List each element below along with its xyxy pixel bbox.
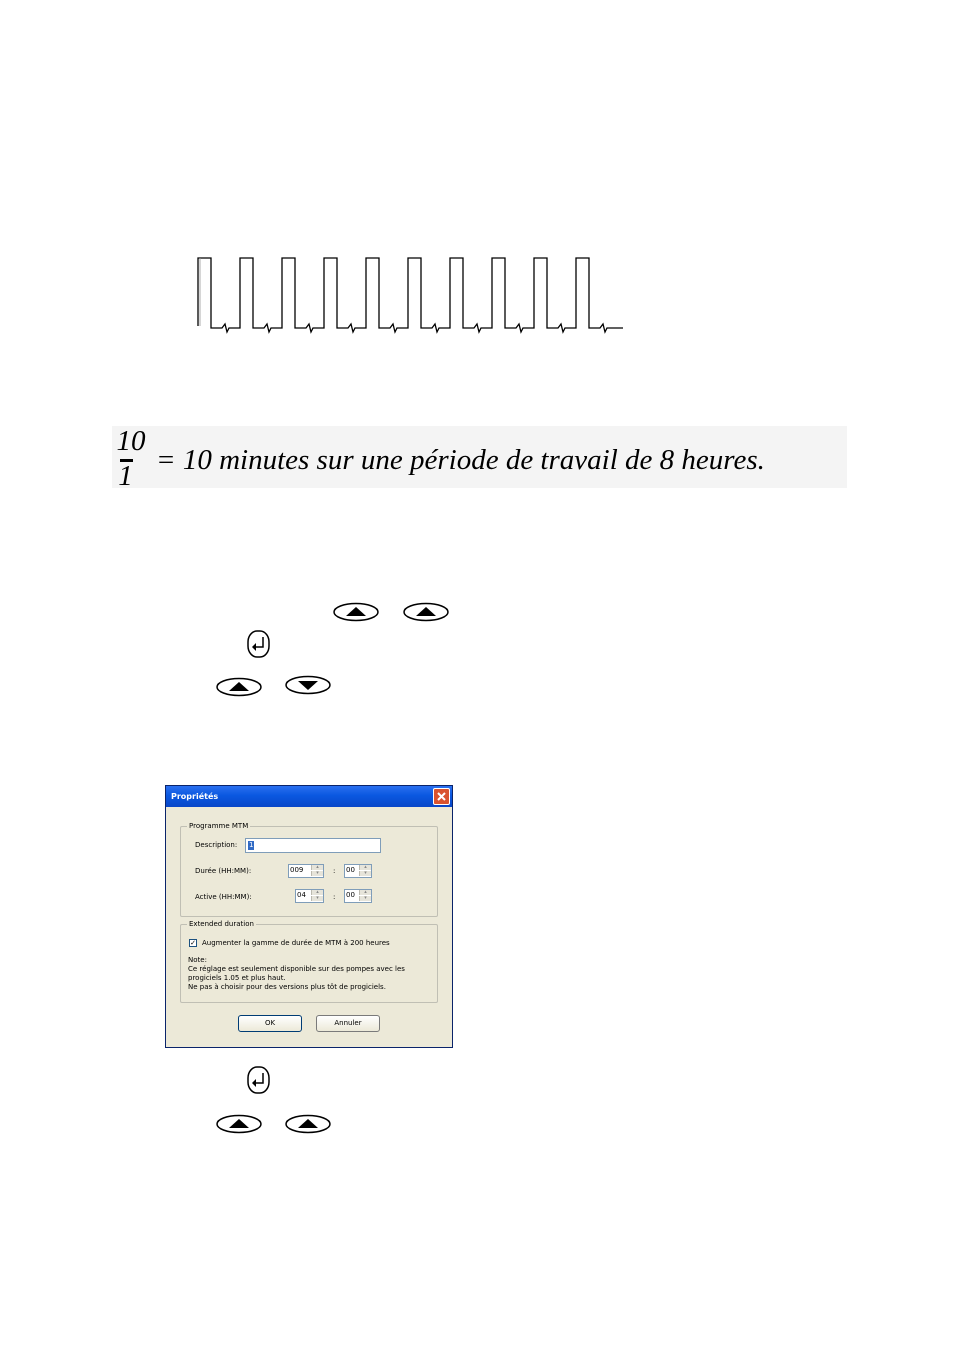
- active-hours-stepper[interactable]: [295, 889, 324, 903]
- down-arrow-key-icon: [284, 675, 332, 695]
- up-arrow-key-icon: [215, 1114, 263, 1134]
- dosage-formula: [112, 425, 847, 492]
- spin-up-icon[interactable]: ▴: [311, 865, 323, 870]
- extended-duration-legend: Extended duration: [189, 920, 254, 928]
- enter-key-icon: [246, 1065, 272, 1095]
- spin-down-icon[interactable]: ▾: [311, 896, 323, 901]
- spin-down-icon[interactable]: ▾: [359, 871, 371, 876]
- description-input[interactable]: [245, 838, 381, 853]
- active-minutes-stepper[interactable]: [344, 889, 372, 903]
- cancel-button[interactable]: Annuler: [316, 1015, 380, 1032]
- active-hours-value: 04: [297, 891, 306, 899]
- active-label: Active (HH:MM):: [195, 893, 252, 901]
- up-arrow-key-icon: [402, 602, 450, 622]
- duration-hours-value: 009: [290, 866, 304, 874]
- dialog-title: Propriétés: [171, 792, 219, 801]
- pump-cycle-waveform: [195, 254, 630, 336]
- close-icon: [434, 789, 449, 804]
- fraction-numerator: 10: [116, 425, 146, 457]
- duration-hours-stepper[interactable]: [288, 864, 324, 878]
- spin-up-icon[interactable]: ▴: [359, 890, 371, 895]
- duration-minutes-stepper[interactable]: [344, 864, 372, 878]
- formula-text: = 10 minutes sur une période de travail de 8 heures.: [156, 444, 765, 476]
- extend-duration-label: Augmenter la gamme de durée de MTM à 200 heures: [202, 939, 390, 947]
- description-value: 1: [249, 841, 254, 849]
- note-title: Note:: [188, 956, 207, 964]
- spin-up-icon[interactable]: ▴: [311, 890, 323, 895]
- active-minutes-value: 00: [346, 891, 355, 899]
- properties-dialog: [165, 785, 453, 1048]
- note-line-1: Ce réglage est seulement disponible sur des pompes avec les: [188, 965, 405, 973]
- up-arrow-key-icon: [215, 677, 263, 697]
- enter-key-icon: [246, 629, 272, 659]
- ok-button[interactable]: OK: [238, 1015, 302, 1032]
- fraction-denominator: 1: [118, 460, 133, 492]
- active-separator: :: [333, 893, 336, 901]
- up-arrow-key-icon: [284, 1114, 332, 1134]
- programme-mtm-group: [180, 822, 438, 917]
- extend-duration-checkbox[interactable]: ✓: [190, 939, 196, 947]
- duration-separator: :: [333, 867, 336, 875]
- duration-minutes-value: 00: [346, 866, 355, 874]
- spin-down-icon[interactable]: ▾: [311, 871, 323, 876]
- note-line-2: progiciels 1.05 et plus haut.: [188, 974, 286, 982]
- spin-down-icon[interactable]: ▾: [359, 896, 371, 901]
- up-arrow-key-icon: [332, 602, 380, 622]
- close-button[interactable]: [433, 788, 450, 805]
- duration-label: Durée (HH:MM):: [195, 867, 252, 875]
- dialog-titlebar[interactable]: [166, 786, 452, 807]
- description-label: Description:: [195, 841, 238, 849]
- programme-mtm-legend: Programme MTM: [189, 822, 249, 830]
- extended-duration-group: [180, 920, 438, 1003]
- note-line-3: Ne pas à choisir pour des versions plus tôt de progiciels.: [188, 983, 386, 991]
- spin-up-icon[interactable]: ▴: [359, 865, 371, 870]
